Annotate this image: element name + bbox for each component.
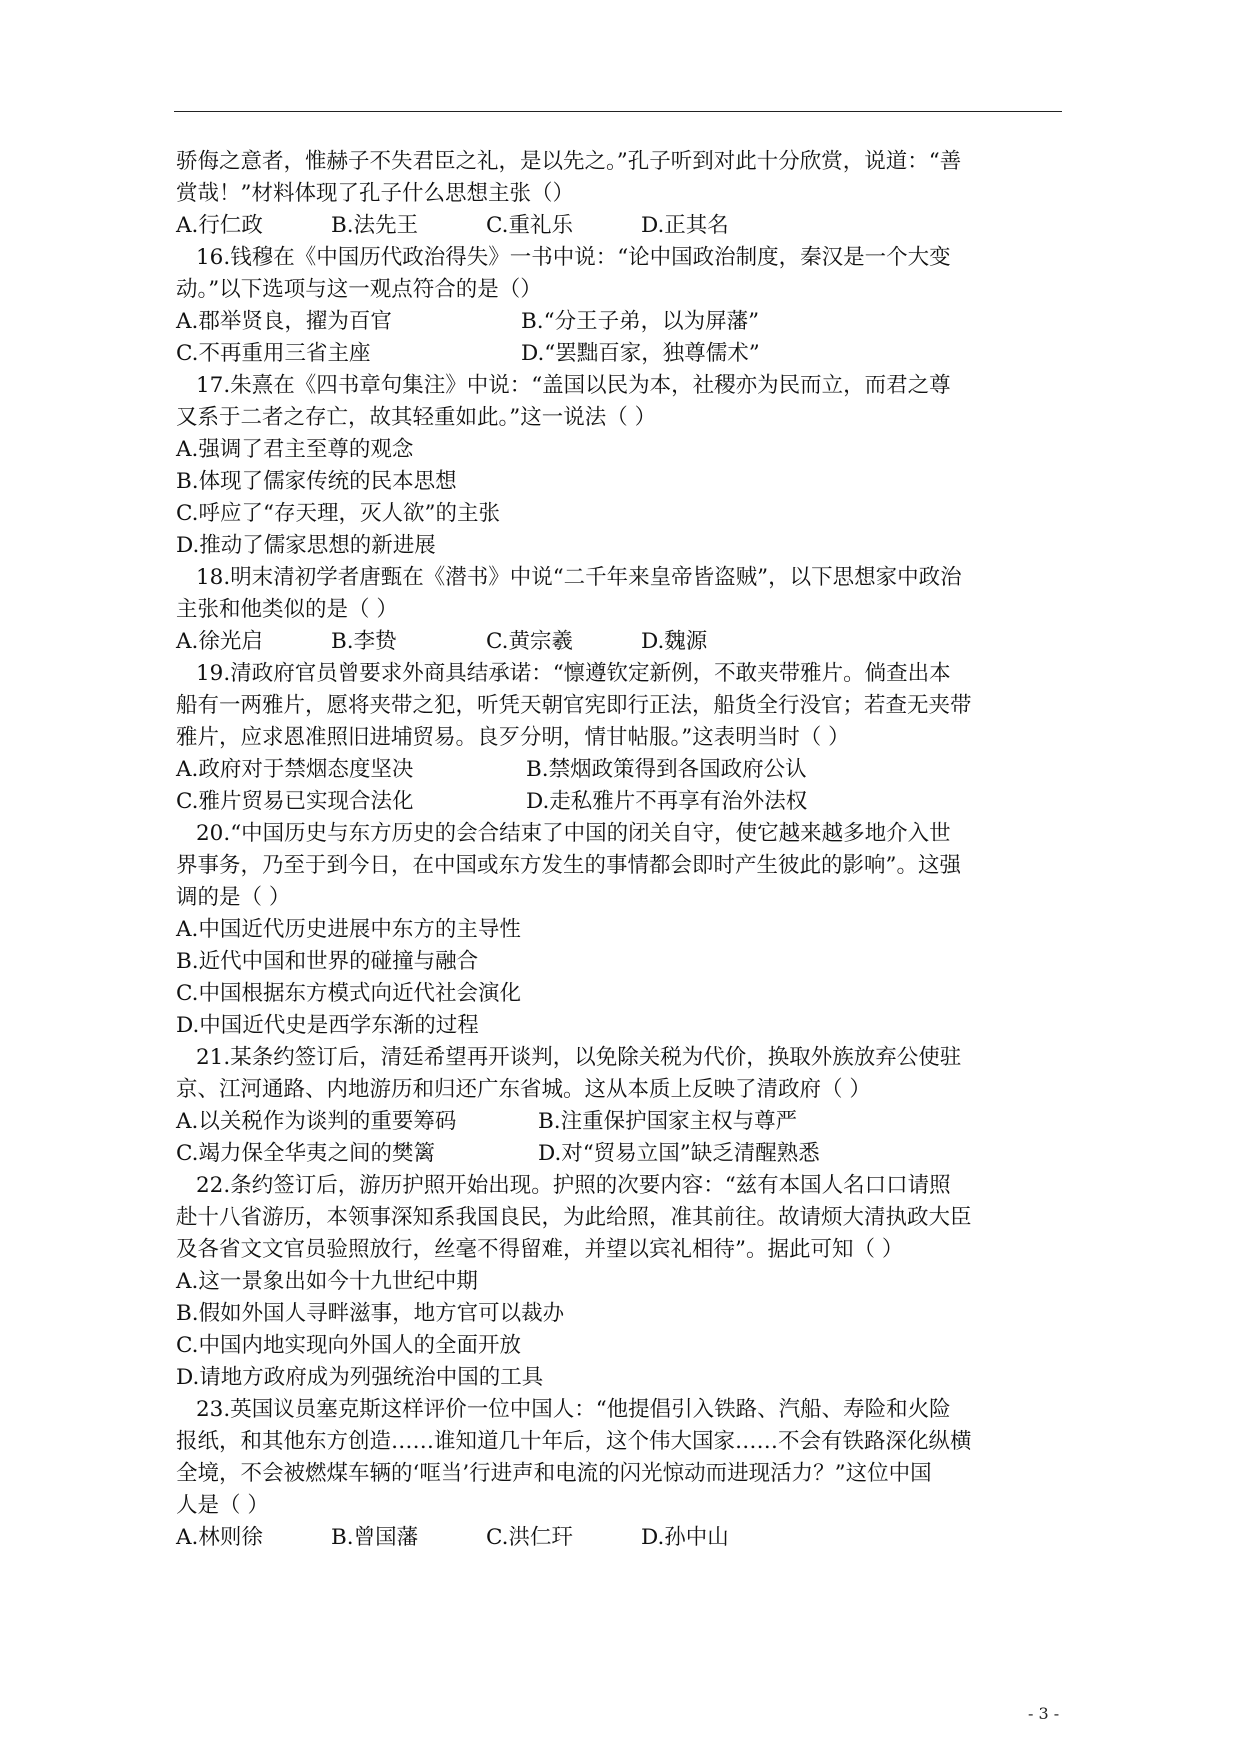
question-21-line-2: 京、江河通路、内地游历和归还广东省城。这从本质上反映了清政府（ ）	[176, 1077, 871, 1102]
question-19-line-1: 19.清政府官员曾要求外商具结承诺：“懔遵钦定新例，不敢夹带雅片。倘查出本	[196, 661, 951, 686]
option-d: D.孙中山	[641, 1525, 729, 1550]
question-16-line-1: 16.钱穆在《中国历代政治得失》一书中说：“论中国政治制度，秦汉是一个大变	[196, 245, 951, 270]
option-a: A.这一景象出如今十九世纪中期	[176, 1269, 478, 1294]
option-b: B.法先王	[331, 213, 419, 238]
question-16-options-row-1	[176, 306, 1066, 338]
option-b: B.假如外国人寻畔滋事，地方官可以裁办	[176, 1301, 565, 1326]
option-c: C.黄宗羲	[486, 629, 574, 654]
question-22-line-1: 22.条约签订后，游历护照开始出现。护照的次要内容：“兹有本国人名口口请照	[196, 1173, 951, 1198]
option-c: C.雅片贸易已实现合法化	[176, 789, 414, 814]
option-d: D.对“贸易立国”缺乏清醒熟悉	[538, 1141, 820, 1166]
question-15-line-2: 赏哉！”材料体现了孔子什么思想主张（）	[176, 181, 574, 206]
question-20-line-1: 20.“中国历史与东方历史的会合结束了中国的闭关自守，使它越来越多地介入世	[196, 821, 951, 846]
question-23-line-1: 23.英国议员塞克斯这样评价一位中国人：“他提倡引入铁路、汽船、寿险和火险	[196, 1397, 951, 1422]
question-22-line-3: 及各省文文官员验照放行，丝毫不得留难，并望以宾礼相待”。据此可知（ ）	[176, 1237, 904, 1262]
question-23	[176, 1394, 1066, 1554]
exam-page-content	[176, 146, 1066, 1554]
option-c: C.重礼乐	[486, 213, 574, 238]
option-c: C.中国根据东方模式向近代社会演化	[176, 981, 522, 1006]
question-23-options	[176, 1522, 1066, 1554]
question-19-options-row-1	[176, 754, 1066, 786]
option-a: A.郡举贤良，擢为百官	[176, 309, 392, 334]
option-a: A.强调了君主至尊的观念	[176, 437, 414, 462]
question-20-line-3: 调的是（ ）	[176, 885, 291, 910]
option-d: D.走私雅片不再享有治外法权	[526, 789, 808, 814]
question-20	[176, 818, 1066, 1042]
question-21-options-row-2	[176, 1138, 1066, 1170]
question-18	[176, 562, 1066, 658]
option-b: B.注重保护国家主权与尊严	[538, 1109, 798, 1134]
page-number: - 3 -	[1028, 1704, 1060, 1723]
question-18-line-1: 18.明末清初学者唐甄在《潜书》中说“二千年来皇帝皆盗贼”，以下思想家中政治	[196, 565, 962, 590]
question-19	[176, 658, 1066, 818]
question-18-line-2: 主张和他类似的是（ ）	[176, 597, 398, 622]
question-17-line-1: 17.朱熹在《四书章句集注》中说：“盖国以民为本，社稷亦为民而立，而君之尊	[196, 373, 951, 398]
option-c: C.竭力保全华夷之间的樊篱	[176, 1141, 436, 1166]
question-22	[176, 1170, 1066, 1394]
option-a: A.林则徐	[176, 1525, 263, 1550]
question-17	[176, 370, 1066, 562]
option-d: D.推动了儒家思想的新进展	[176, 533, 436, 558]
option-b: B.李贽	[331, 629, 397, 654]
option-d: D.请地方政府成为列强统治中国的工具	[176, 1365, 544, 1390]
question-15-options	[176, 210, 1066, 242]
question-19-line-3: 雅片，应求恩准照旧进埔贸易。良歹分明，情甘帖服。”这表明当时（ ）	[176, 725, 850, 750]
header-rule	[174, 111, 1062, 112]
question-15-line-1: 骄侮之意者，惟赫子不失君臣之礼，是以先之。”孔子听到对此十分欣赏，说道：“善	[176, 149, 962, 174]
option-a: A.行仁政	[176, 213, 263, 238]
option-b: B.“分王子弟，以为屏藩”	[521, 309, 760, 334]
question-17-line-2: 又系于二者之存亡，故其轻重如此。”这一说法（ ）	[176, 405, 657, 430]
option-d: D.魏源	[641, 629, 708, 654]
question-16-options-row-2	[176, 338, 1066, 370]
question-23-line-2: 报纸，和其他东方创造……谁知道几十年后，这个伟大国家……不会有铁路深化纵横	[176, 1429, 972, 1454]
option-d: D.中国近代史是西学东渐的过程	[176, 1013, 479, 1038]
question-23-line-3: 全境，不会被燃煤车辆的‘哐当’行进声和电流的闪光惊动而进现活力？”这位中国	[176, 1461, 932, 1486]
option-a: A.以关税作为谈判的重要筹码	[176, 1109, 457, 1134]
question-19-options-row-2	[176, 786, 1066, 818]
option-c: C.不再重用三省主座	[176, 341, 371, 366]
option-b: B.曾国藩	[331, 1525, 419, 1550]
question-19-line-2: 船有一两雅片，愿将夹带之犯，听凭天朝官宪即行正法，船货全行没官；若查无夹带	[176, 693, 972, 718]
question-16	[176, 242, 1066, 370]
option-b: B.近代中国和世界的碰撞与融合	[176, 949, 479, 974]
option-d: D.正其名	[641, 213, 729, 238]
option-a: A.徐光启	[176, 629, 263, 654]
option-d: D.“罢黜百家，独尊儒术”	[521, 341, 760, 366]
question-20-line-2: 界事务，乃至于到今日，在中国或东方发生的事情都会即时产生彼此的影响”。这强	[176, 853, 961, 878]
option-a: A.中国近代历史进展中东方的主导性	[176, 917, 521, 942]
question-22-line-2: 赴十八省游历，本领事深知系我国良民，为此给照，准其前往。故请烦大清执政大臣	[176, 1205, 972, 1230]
question-21	[176, 1042, 1066, 1170]
question-21-options-row-1	[176, 1106, 1066, 1138]
option-a: A.政府对于禁烟态度坚决	[176, 757, 414, 782]
option-c: C.洪仁玕	[486, 1525, 574, 1550]
question-21-line-1: 21.某条约签订后，清廷希望再开谈判，以免除关税为代价，换取外族放弃公使驻	[196, 1045, 962, 1070]
question-15	[176, 146, 1066, 242]
question-16-line-2: 动。”以下选项与这一观点符合的是（）	[176, 277, 542, 302]
option-c: C.呼应了“存天理，灭人欲”的主张	[176, 501, 501, 526]
question-23-line-4: 人是（ ）	[176, 1493, 269, 1518]
option-b: B.体现了儒家传统的民本思想	[176, 469, 457, 494]
question-18-options	[176, 626, 1066, 658]
option-b: B.禁烟政策得到各国政府公认	[526, 757, 807, 782]
option-c: C.中国内地实现向外国人的全面开放	[176, 1333, 522, 1358]
